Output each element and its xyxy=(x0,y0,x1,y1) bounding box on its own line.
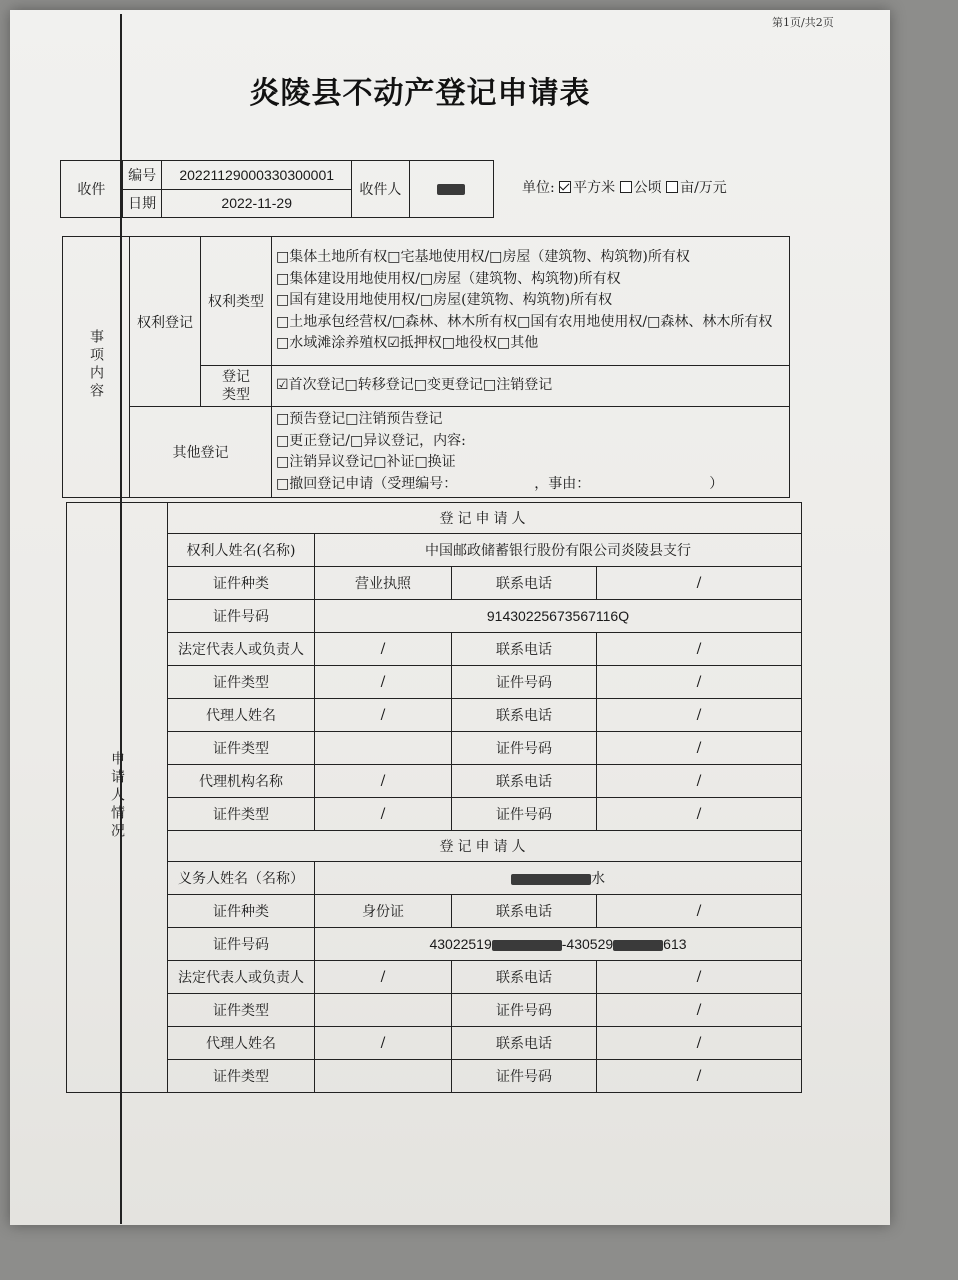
other-reg-label: 其他登记 xyxy=(130,407,272,498)
option-line[interactable]: □国有建设用地使用权/□房屋(建筑物、构筑物)所有权 xyxy=(276,292,613,309)
row-label: 证件号码 xyxy=(168,928,315,961)
row-value: 水 xyxy=(315,862,802,895)
row-value: 营业执照 xyxy=(315,567,452,600)
row-label: 联系电话 xyxy=(452,567,597,600)
row-label: 代理人姓名 xyxy=(168,1027,315,1060)
form-title: 炎陵县不动产登记申请表 xyxy=(249,76,591,111)
row-label: 联系电话 xyxy=(452,765,597,798)
row-value: / xyxy=(597,961,802,994)
subheader-obligor: 登记申请人 xyxy=(168,831,802,862)
row-label: 证件号码 xyxy=(452,994,597,1027)
row-value: / xyxy=(597,567,802,600)
row-label: 权利人姓名(名称) xyxy=(168,534,315,567)
row-label: 证件号码 xyxy=(452,798,597,831)
option-line[interactable]: □水域滩涂养殖权☑抵押权□地役权□其他 xyxy=(276,335,539,352)
matters-table xyxy=(62,236,790,498)
option-line[interactable]: □集体土地所有权□宅基地使用权/□房屋（建筑物、构筑物)所有权 xyxy=(276,249,690,266)
number-value: 20221129000330300001 xyxy=(162,161,352,190)
receipt-table xyxy=(60,160,494,218)
checkbox-sqm[interactable] xyxy=(559,181,571,193)
receipt-label: 收件 xyxy=(61,161,123,218)
date-label: 日期 xyxy=(122,189,162,218)
unit-hectare: 公顷 xyxy=(633,180,662,196)
row-value: / xyxy=(315,1027,452,1060)
row-value: / xyxy=(597,895,802,928)
other-reg-options xyxy=(272,407,790,498)
reg-type-options[interactable]: ☑首次登记□转移登记□变更登记□注销登记 xyxy=(272,366,790,407)
unit-label: 单位: xyxy=(522,180,555,196)
row-label: 证件号码 xyxy=(452,732,597,765)
right-reg-label: 权利登记 xyxy=(130,237,201,407)
reg-type-label: 登记类型 xyxy=(201,366,272,407)
option-line[interactable]: □预告登记□注销预告登记 xyxy=(276,411,443,427)
number-label: 编号 xyxy=(122,161,162,190)
row-label: 证件号码 xyxy=(452,666,597,699)
receiver-label: 收件人 xyxy=(352,161,410,218)
row-value: / xyxy=(597,699,802,732)
row-label: 联系电话 xyxy=(452,633,597,666)
unit-mu: 亩/万元 xyxy=(680,180,727,196)
option-line[interactable]: □注销异议登记□补证□换证 xyxy=(276,454,456,470)
row-label: 联系电话 xyxy=(452,1027,597,1060)
option-line[interactable]: □集体建设用地使用权/□房屋（建筑物、构筑物)所有权 xyxy=(276,270,621,287)
row-label: 证件号码 xyxy=(168,600,315,633)
row-value: / xyxy=(315,798,452,831)
row-value: / xyxy=(597,1027,802,1060)
row-value: / xyxy=(315,961,452,994)
matters-label: 事项内容 xyxy=(63,237,130,498)
checkbox-hectare[interactable] xyxy=(620,181,632,193)
row-value: / xyxy=(597,798,802,831)
option-line[interactable]: □更正登记/□异议登记，内容: xyxy=(276,432,466,449)
row-label: 联系电话 xyxy=(452,895,597,928)
row-label: 证件种类 xyxy=(168,567,315,600)
row-label: 联系电话 xyxy=(452,699,597,732)
applicant-side-label: 申请人情况 xyxy=(67,503,168,1093)
row-value: / xyxy=(597,1060,802,1093)
option-line[interactable]: □撤回登记申请（受理编号： ，事由： ） xyxy=(276,475,724,492)
row-label: 证件类型 xyxy=(168,666,315,699)
row-label: 法定代表人或负责人 xyxy=(168,633,315,666)
row-value: / xyxy=(315,765,452,798)
row-label: 代理人姓名 xyxy=(168,699,315,732)
right-type-options xyxy=(272,237,790,366)
row-value: / xyxy=(597,732,802,765)
row-value: / xyxy=(597,765,802,798)
checkbox-mu[interactable] xyxy=(666,181,678,193)
row-value: / xyxy=(315,699,452,732)
row-value: 43022519 -430529 613 xyxy=(315,928,802,961)
date-value: 2022-11-29 xyxy=(162,189,352,218)
row-value: / xyxy=(597,633,802,666)
row-label: 证件类型 xyxy=(168,1060,315,1093)
redaction-mark xyxy=(492,940,562,951)
row-label: 证件类型 xyxy=(168,798,315,831)
redaction-mark xyxy=(437,184,465,195)
row-label: 证件类型 xyxy=(168,994,315,1027)
unit-options xyxy=(522,177,727,197)
redaction-mark xyxy=(511,874,591,885)
row-value: 91430225673567116Q xyxy=(315,600,802,633)
subheader-rights-holder: 登记申请人 xyxy=(168,503,802,534)
applicant-table xyxy=(66,502,802,1093)
page-number: 第1页/共2页 xyxy=(772,16,834,29)
row-value: / xyxy=(315,633,452,666)
row-value: / xyxy=(597,994,802,1027)
row-value xyxy=(315,994,452,1027)
unit-sqm: 平方米 xyxy=(573,180,616,196)
row-value: / xyxy=(315,666,452,699)
row-label: 法定代表人或负责人 xyxy=(168,961,315,994)
row-label: 证件号码 xyxy=(452,1060,597,1093)
right-type-label: 权利类型 xyxy=(201,237,272,366)
row-value: 中国邮政储蓄银行股份有限公司炎陵县支行 xyxy=(315,534,802,567)
row-value xyxy=(315,1060,452,1093)
receiver-value xyxy=(409,161,493,218)
row-label: 证件种类 xyxy=(168,895,315,928)
row-label: 代理机构名称 xyxy=(168,765,315,798)
option-line[interactable]: □土地承包经营权/□森林、林木所有权□国有农用地使用权/□森林、林木所有权 xyxy=(276,313,773,330)
row-value: / xyxy=(597,666,802,699)
row-value xyxy=(315,732,452,765)
row-value: 身份证 xyxy=(315,895,452,928)
row-label: 证件类型 xyxy=(168,732,315,765)
row-label: 义务人姓名（名称） xyxy=(168,862,315,895)
redaction-mark xyxy=(613,940,663,951)
row-label: 联系电话 xyxy=(452,961,597,994)
